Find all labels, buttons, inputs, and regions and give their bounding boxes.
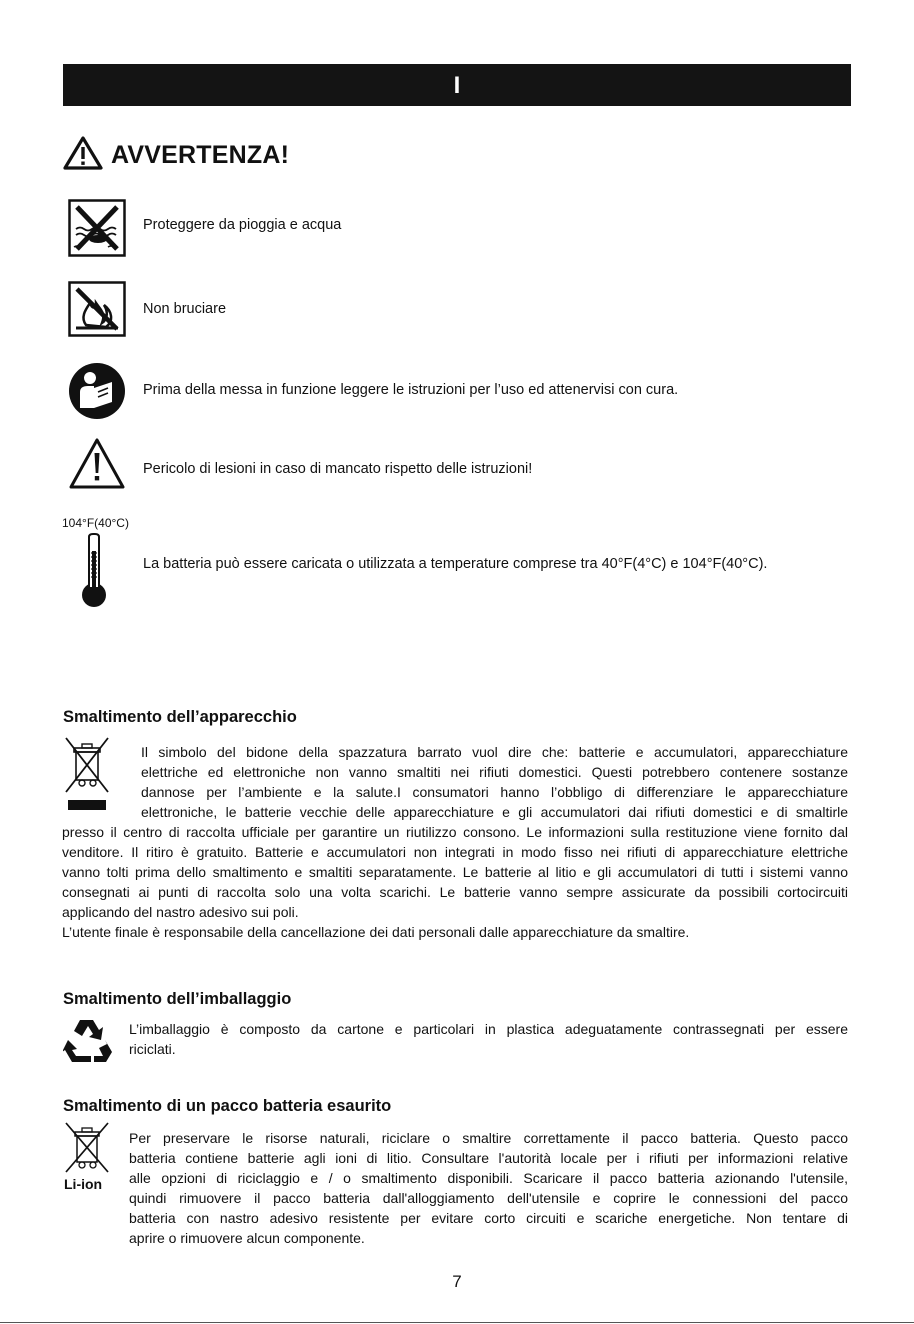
symbol-text-temperature: La batteria può essere caricata o utilizzata a temperature comprese tra 40°F(4°C) e 104°F(40°C). [143, 556, 768, 572]
text-line: alle opzioni di riciclaggio e / o smaltimento disponibili. Scaricare il pacco batteria azionando l'utensile, [129, 1170, 848, 1186]
li-ion-label: Li-ion [64, 1176, 103, 1192]
warning-triangle-icon [62, 135, 104, 171]
text-line: presso il centro di raccolta ufficiale per garantire un riutilizzo consono. Le informazioni sulla restituzione viene fornito dal [62, 824, 848, 840]
heading-device-disposal: Smaltimento dell’apparecchio [63, 708, 297, 726]
text-line: elettroniche, le batterie vecchie delle apparecchiature e gli accumulatori dai rifiuti domestici e di smaltirle [141, 804, 848, 820]
no-rain-icon [68, 199, 126, 257]
text-line: batteria con nastro adesivo resistente per evitare corto circuiti e scariche energetiche. Non tentare di [129, 1210, 848, 1226]
symbol-text-fire: Non bruciare [143, 301, 227, 317]
text-line: consegnati ai punti di raccolta solo una volta scarichi. Le batterie vanno sempre assicurate da possibili cortocircuiti [62, 884, 848, 900]
symbol-text-rain: Proteggere da pioggia e acqua [143, 217, 342, 233]
thermometer-label: 104°F(40°C) [62, 516, 129, 530]
text-line: Per preservare le risorse naturali, riciclare o smaltire correttamente il pacco batteria. Questo pacco [129, 1130, 848, 1146]
read-manual-icon [68, 362, 126, 420]
symbol-text-danger: Pericolo di lesioni in caso di mancato rispetto delle istruzioni! [143, 461, 533, 477]
no-fire-icon [68, 281, 126, 337]
recycle-icon [63, 1018, 113, 1064]
battery-disposal-text [129, 1128, 848, 1248]
heading-packaging-disposal: Smaltimento dell’imballaggio [63, 990, 292, 1008]
symbol-text-manual: Prima della messa in funzione leggere le istruzioni per l’uso ed attenervisi con cura. [143, 382, 679, 398]
thermometer-icon [80, 533, 112, 609]
warning-title: AVVERTENZA! [111, 141, 290, 169]
language-header-bar [63, 64, 851, 106]
warning-triangle-icon [68, 437, 126, 491]
text-line: dannose per l’ambiente e la salute.I consumatori hanno l’obbligo di differenziare le apparecchiature [141, 784, 848, 800]
crossed-bin-li-ion-icon [62, 1122, 112, 1174]
device-disposal-indented-text [141, 742, 848, 822]
text-line: L’imballaggio è composto da cartone e particolari in plastica adeguatamente contrassegnati per essere [129, 1021, 848, 1037]
page-number: 7 [452, 1272, 462, 1291]
text-line: L’utente finale è responsabile della cancellazione dei dati personali dalle apparecchiature da smaltire. [62, 924, 690, 940]
text-line: aprire o rimuovere alcun componente. [129, 1230, 365, 1246]
packaging-disposal-text [129, 1019, 848, 1059]
text-line: quindi rimuovere il pacco batteria dall'alloggiamento dell'utensile e coprire le connessioni del pacco [129, 1190, 848, 1206]
text-line: elettriche ed elettroniche non vanno smaltiti nei rifiuti domestici. Questi potrebbero contenere sostanze [141, 764, 848, 780]
text-line: applicando del nastro adesivo sui poli. [62, 904, 299, 920]
bottom-divider [0, 1322, 914, 1323]
heading-battery-disposal: Smaltimento di un pacco batteria esaurito [63, 1097, 392, 1115]
language-letter: I [453, 72, 461, 99]
text-line: Il simbolo del bidone della spazzatura barrato vuol dire che: batterie e accumulatori, apparecchiature [141, 744, 848, 760]
text-line: riciclati. [129, 1041, 176, 1057]
text-line: batteria contiene batterie agli ioni di litio. Consultare l'autorità locale per i rifiuti per informazioni relative [129, 1150, 848, 1166]
text-line: venditore. Il ritiro è gratuito. Batterie e accumulatori non integrati in modo fisso nei rifiuti di apparecchiature elettriche [62, 844, 848, 860]
device-disposal-full-text [62, 822, 848, 942]
text-line: vanno tolti prima dello smaltimento e smaltiti separatamente. Le batterie al litio e gli accumulatori di tutti i sistemi vanno [62, 864, 848, 880]
crossed-bin-icon [62, 736, 112, 814]
